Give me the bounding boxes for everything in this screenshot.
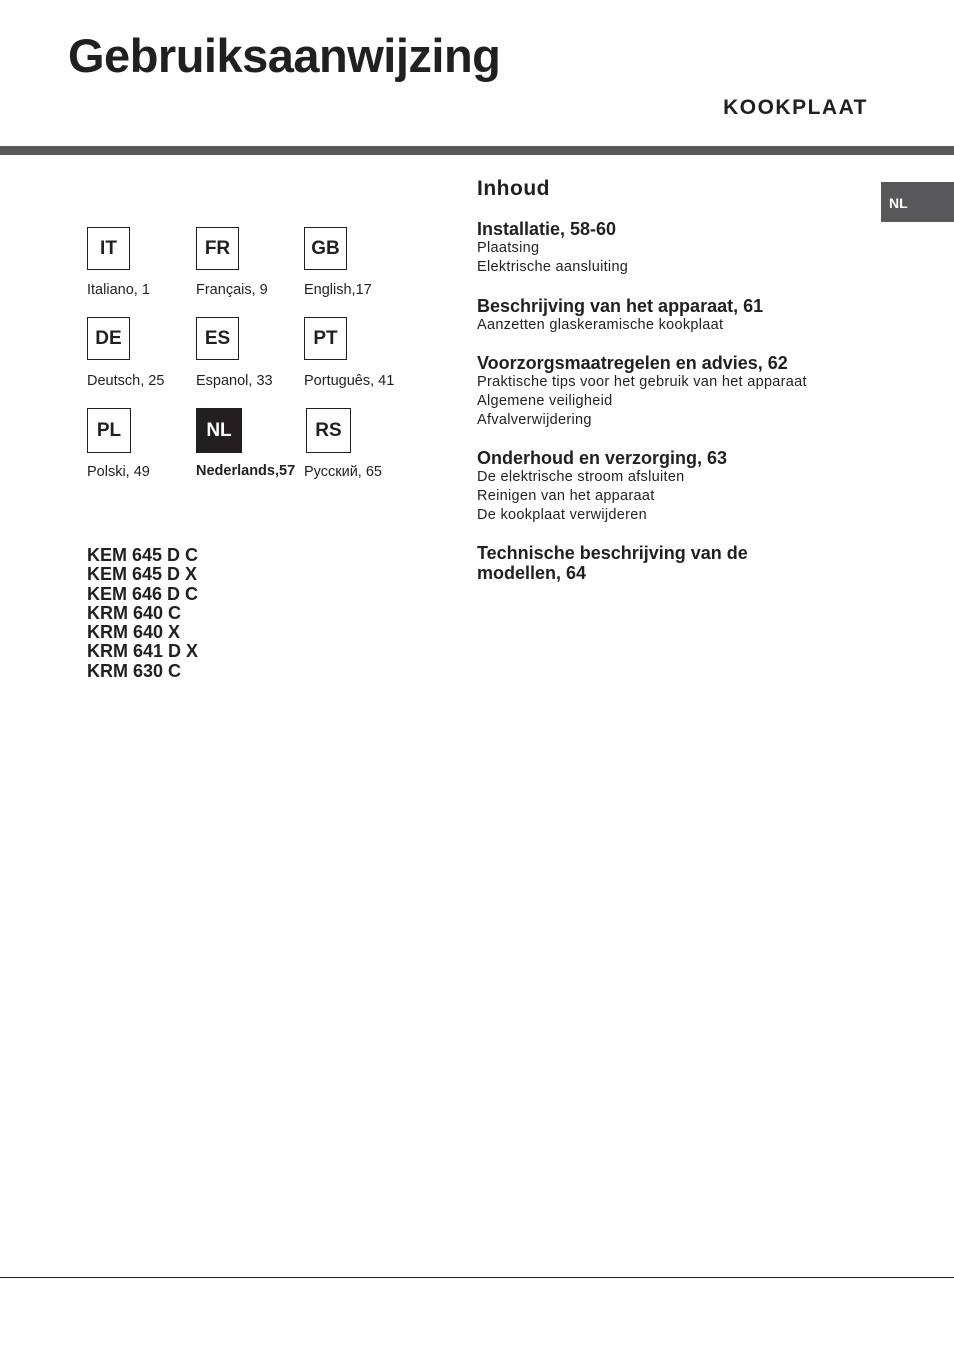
toc-section-title: Installatie, 58-60 bbox=[477, 219, 617, 239]
toc-item: De kookplaat verwijderen bbox=[477, 507, 648, 523]
model-name: KRM 641 D X bbox=[87, 641, 199, 662]
language-code-box: ES bbox=[196, 317, 239, 360]
language-code-box: PT bbox=[304, 317, 347, 360]
language-caption: Deutsch, 25 bbox=[87, 373, 165, 389]
toc-item: Elektrische aansluiting bbox=[477, 259, 629, 275]
footer-rule bbox=[0, 1277, 954, 1278]
model-name: KRM 630 C bbox=[87, 660, 182, 681]
language-code-box: PL bbox=[87, 408, 131, 453]
language-caption: Italiano, 1 bbox=[87, 282, 150, 298]
language-code-box: GB bbox=[304, 227, 347, 270]
toc-item: Aanzetten glaskeramische kookplaat bbox=[477, 317, 724, 333]
language-caption: Русский, 65 bbox=[304, 464, 382, 480]
language-tab: NL bbox=[881, 182, 954, 222]
model-name: KEM 645 D X bbox=[87, 564, 198, 585]
toc-section-title-continued: modellen, 64 bbox=[477, 563, 587, 583]
language-code-box-active: NL bbox=[196, 408, 242, 453]
toc-section-technische-beschrijving[interactable] bbox=[477, 543, 847, 583]
language-code-box: IT bbox=[87, 227, 130, 270]
toc-section-title: Technische beschrijving van de bbox=[477, 543, 748, 563]
header-divider-bar bbox=[0, 146, 954, 155]
toc-section-title: Voorzorgsmaatregelen en advies, 62 bbox=[477, 353, 788, 373]
toc-section-voorzorgsmaatregelen[interactable] bbox=[477, 353, 847, 430]
table-of-contents bbox=[477, 176, 847, 583]
model-name: KEM 646 D C bbox=[87, 583, 199, 604]
toc-item: Algemene veiligheid bbox=[477, 393, 613, 409]
model-name: KEM 645 D C bbox=[87, 545, 199, 565]
contents-heading: Inhoud bbox=[477, 177, 550, 200]
toc-section-title: Onderhoud en verzorging, 63 bbox=[477, 448, 728, 468]
language-code-box: RS bbox=[306, 408, 351, 453]
language-caption-active: Nederlands,57 bbox=[196, 463, 296, 479]
language-caption: Espanol, 33 bbox=[196, 373, 273, 389]
language-code-box: DE bbox=[87, 317, 130, 360]
toc-item: De elektrische stroom afsluiten bbox=[477, 469, 685, 485]
model-name: KRM 640 C bbox=[87, 602, 182, 623]
language-code-box: FR bbox=[196, 227, 239, 270]
product-type-label: KOOKPLAAT bbox=[723, 96, 868, 119]
language-caption: Polski, 49 bbox=[87, 464, 150, 480]
toc-item: Reinigen van het apparaat bbox=[477, 488, 655, 504]
toc-section-installatie[interactable] bbox=[477, 219, 847, 277]
toc-item: Plaatsing bbox=[477, 240, 540, 256]
toc-item: Afvalverwijdering bbox=[477, 412, 592, 428]
model-name: KRM 640 X bbox=[87, 622, 181, 643]
language-caption: Français, 9 bbox=[196, 282, 268, 298]
language-caption: Português, 41 bbox=[304, 373, 395, 389]
language-caption: English,17 bbox=[304, 282, 372, 298]
toc-section-beschrijving[interactable] bbox=[477, 296, 847, 335]
document-title: Gebruiksaanwijzing bbox=[68, 29, 501, 82]
toc-section-title: Beschrijving van het apparaat, 61 bbox=[477, 296, 764, 316]
model-list bbox=[87, 546, 198, 681]
toc-item: Praktische tips voor het gebruik van het apparaat bbox=[477, 374, 807, 390]
toc-section-onderhoud[interactable] bbox=[477, 448, 847, 525]
